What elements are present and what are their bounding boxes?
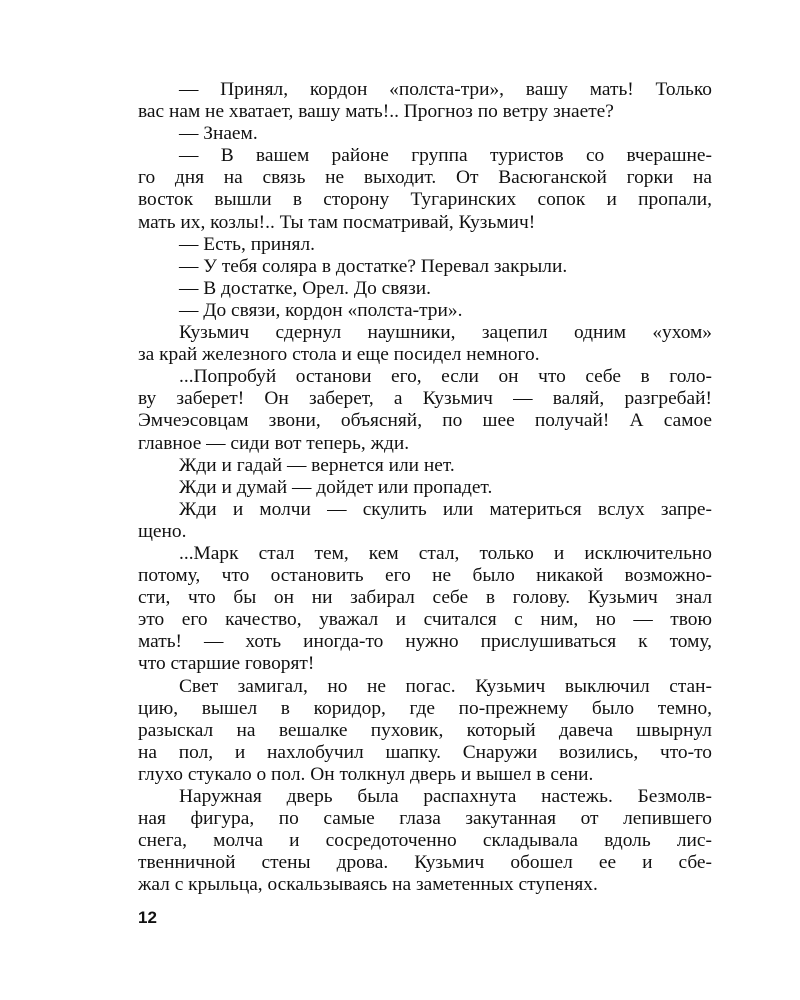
text-line: мать! — хоть иногда-то нужно прислушиваться к тому, [138, 631, 712, 653]
text-line: главное — сиди вот теперь, жди. [138, 432, 410, 454]
text-line: это его качество, уважал и считался с ним, но — твою [138, 609, 712, 631]
text-line: — До связи, кордон «полста-три». [179, 299, 463, 321]
text-line: за край железного стола и еще посидел немного. [138, 344, 540, 366]
text-line: восток вышли в сторону Тугаринских сопок и пропали, [138, 189, 712, 211]
text-line: ная фигура, по самые глаза закутанная от лепившего [138, 808, 712, 830]
text-line: Кузьмич сдернул наушники, зацепил одним «ухом» [179, 322, 712, 344]
text-line: разыскал на вешалке пуховик, который давеча швырнул [138, 719, 712, 741]
text-line: Наружная дверь была распахнута настежь. Безмолв- [179, 786, 712, 807]
text-line: глухо стукало о пол. Он толкнул дверь и вышел в сени. [138, 763, 594, 785]
page-number: 12 [138, 908, 157, 927]
text-line: — В вашем районе группа туристов со вчерашне- [179, 145, 712, 167]
text-line: сти, что бы он ни забирал себе в голову. Кузьмич знал [138, 587, 712, 609]
text-line: Жди и думай — дойдет или пропадет. [179, 476, 493, 498]
text-line: го дня на связь не выходит. От Васюганской горки на [138, 167, 712, 189]
text-line: ...Марк стал тем, кем стал, только и исключительно [179, 542, 712, 564]
text-line: ву заберет! Он заберет, а Кузьмич — валяй, разгребай! [138, 388, 712, 410]
text-line: что старшие говорят! [138, 653, 315, 675]
text-line: Эмчеэсовцам звони, объясняй, по шее получай! А самое [138, 410, 712, 432]
text-line: Свет замигал, но не погас. Кузьмич выключил стан- [179, 675, 712, 697]
text-line: потому, что остановить его не было никакой возможно- [138, 565, 712, 587]
text-line: — Принял, кордон «полста-три», вашу мать! Только [179, 79, 712, 100]
text-line: ...Попробуй останови его, если он что себе в голо- [179, 366, 712, 388]
body-text [138, 79, 712, 896]
text-line: вас нам не хватает, вашу мать!.. Прогноз по ветру знаете? [138, 101, 614, 123]
text-line: щено. [138, 520, 187, 542]
text-line: твенничной стены дрова. Кузьмич обошел ее и сбе- [138, 852, 712, 874]
text-line: — Знаем. [179, 123, 258, 145]
text-line: мать их, козлы!.. Ты там посматривай, Кузьмич! [138, 211, 536, 233]
text-line: снега, молча и сосредоточенно складывала вдоль лис- [138, 830, 712, 852]
text-line: Жди и гадай — вернется или нет. [179, 454, 455, 476]
text-line: на пол, и нахлобучил шапку. Снаружи возились, что-то [138, 741, 712, 763]
text-line: — У тебя соляра в достатке? Перевал закрыли. [179, 255, 568, 277]
text-line: цию, вышел в коридор, где по-прежнему было темно, [138, 697, 712, 719]
text-line: — Есть, принял. [179, 233, 315, 255]
text-line: жал с крыльца, оскальзываясь на заметенных ступенях. [138, 874, 598, 896]
text-line: Жди и молчи — скулить или материться вслух запре- [179, 498, 712, 520]
text-line: — В достатке, Орел. До связи. [179, 277, 431, 299]
